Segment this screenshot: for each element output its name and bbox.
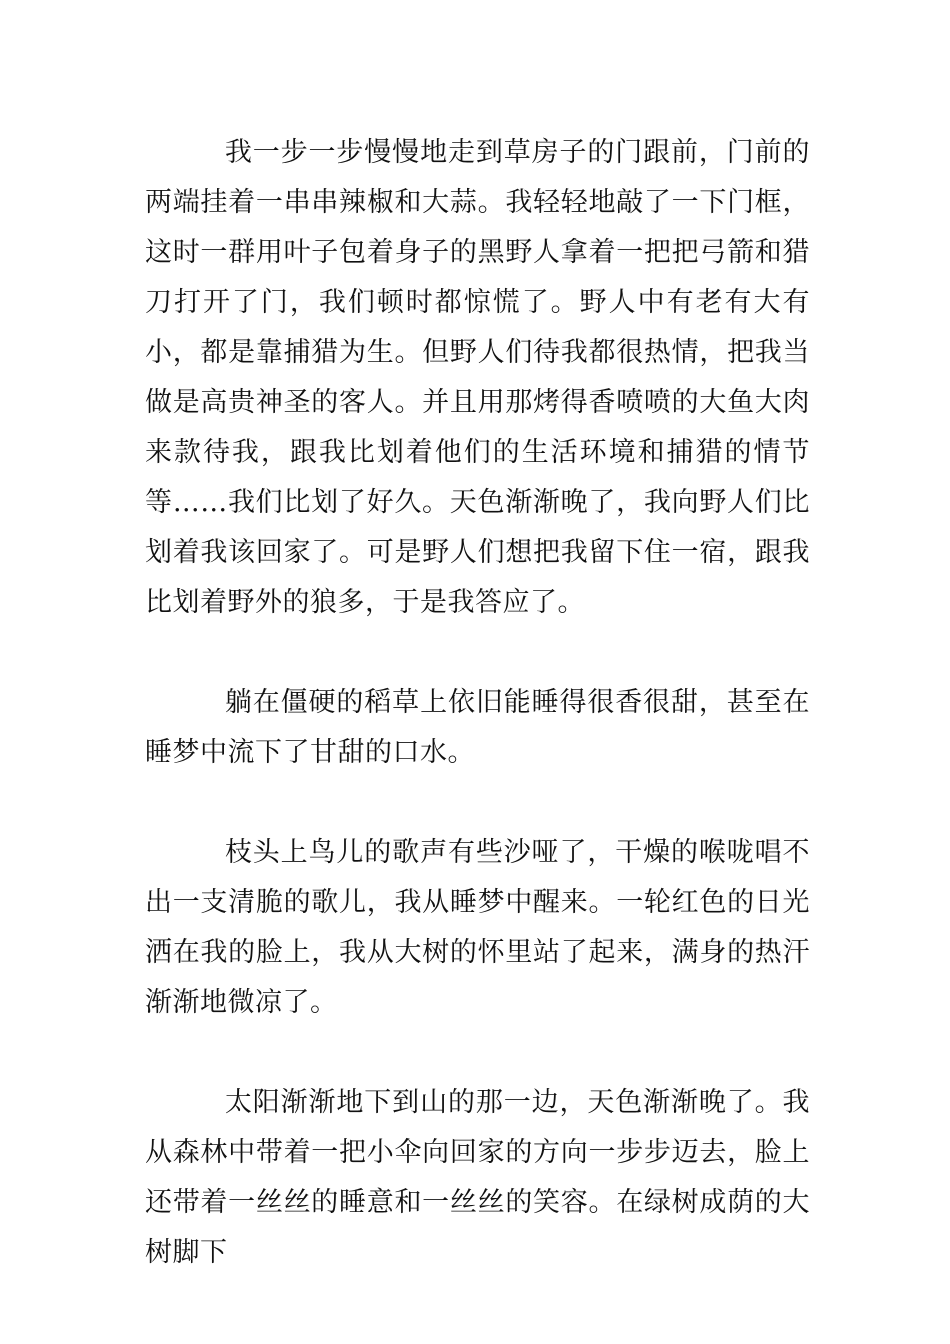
- paragraph-2: 躺在僵硬的稻草上依旧能睡得很香很甜，甚至在睡梦中流下了甘甜的口水。: [145, 687, 810, 768]
- paragraph-3: 枝头上鸟儿的歌声有些沙哑了，干燥的喉咙唱不出一支清脆的歌儿，我从睡梦中醒来。一轮红色的日光洒在我的脸上，我从大树的怀里站了起来，满身的热汗渐渐地微凉了。: [145, 837, 810, 1018]
- paragraph-1: 我一步一步慢慢地走到草房子的门跟前，门前的两端挂着一串串辣椒和大蒜。我轻轻地敲了一下门框，这时一群用叶子包着身子的黑野人拿着一把把弓箭和猎刀打开了门，我们顿时都惊慌了。野人中有老有大有小，都是靠捕猎为生。但野人们待我都很热情，把我当做是高贵神圣的客人。并且用那烤得香喷喷的大鱼大肉来款待我，跟我比划着他们的生活环境和捕猎的情节等……我们比划了好久。天色渐渐晚了，我向野人们比划着我该回家了。可是野人们想把我留下住一宿，跟我比划着野外的狼多，于是我答应了。: [145, 137, 810, 618]
- paragraph-4: 太阳渐渐地下到山的那一边，天色渐渐晚了。我从森林中带着一把小伞向回家的方向一步步迈去，脸上还带着一丝丝的睡意和一丝丝的笑容。在绿树成荫的大树脚下: [145, 1087, 810, 1268]
- document-body: [145, 128, 810, 1328]
